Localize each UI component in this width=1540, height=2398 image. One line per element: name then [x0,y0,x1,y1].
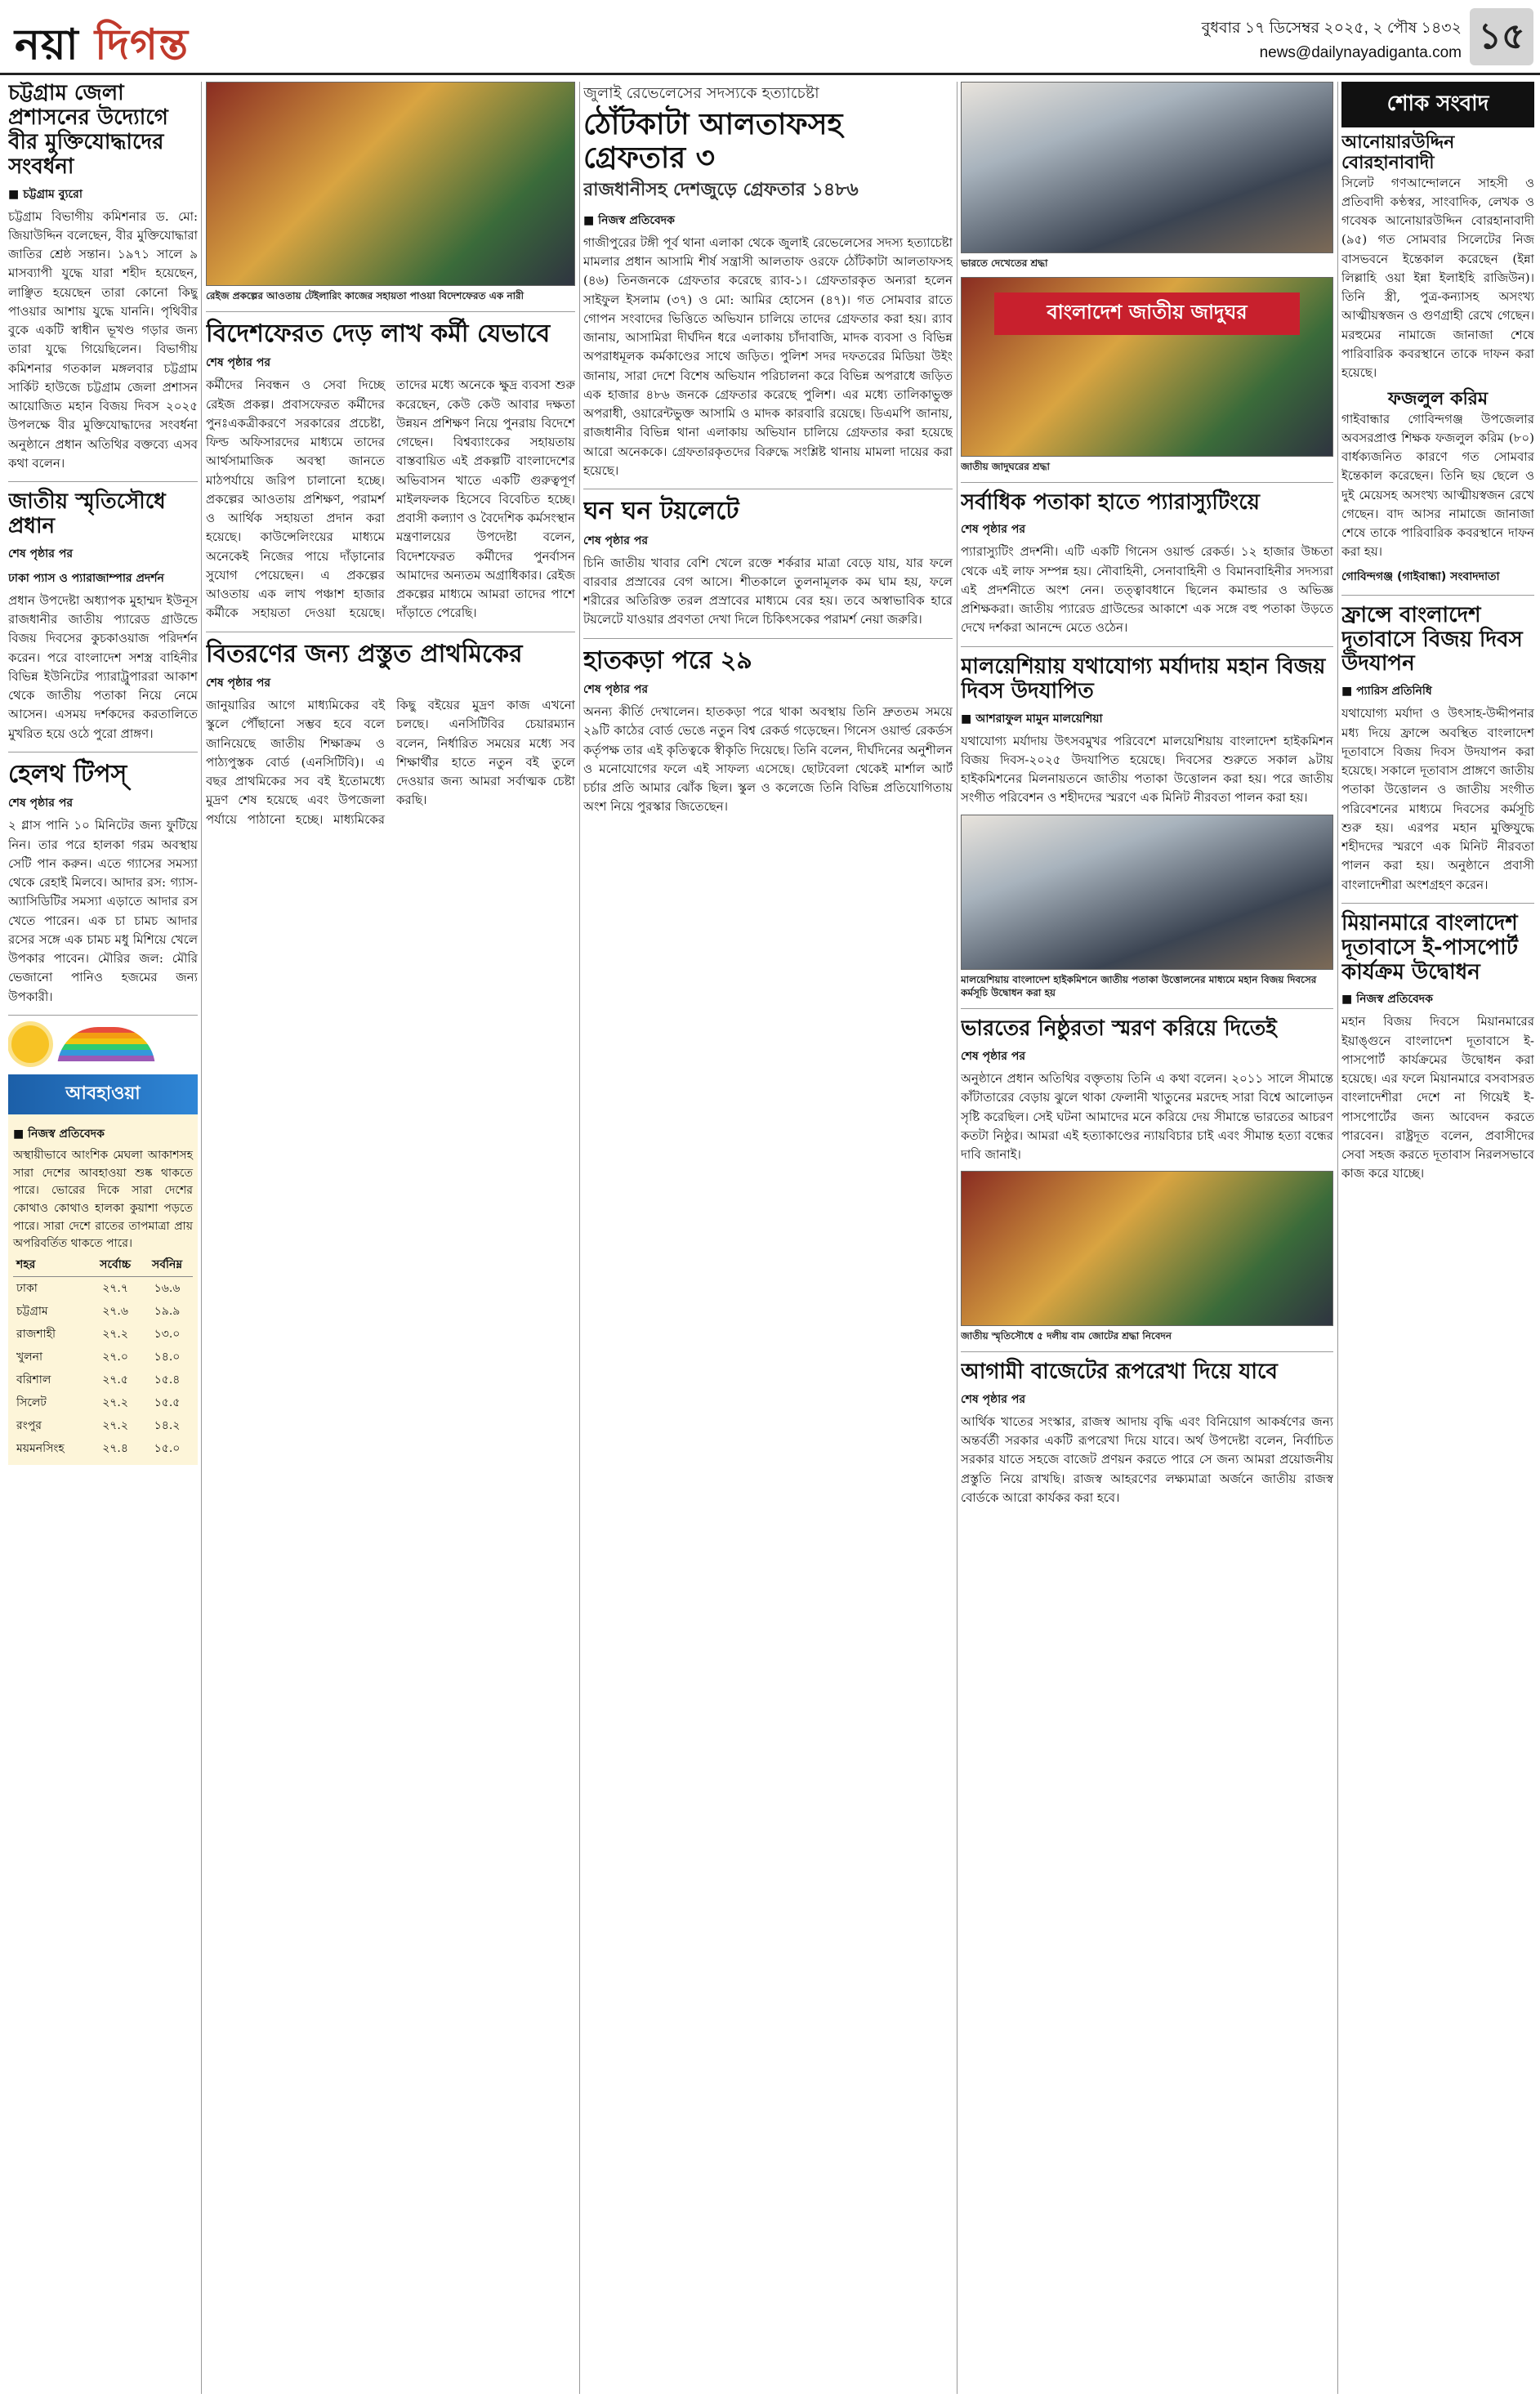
article-body: আর্থিক খাতের সংস্কার, রাজস্ব আদায় বৃদ্ধি এবং বিনিয়োগ আকর্ষণের জন্য অন্তর্বর্তী সরকার একটি রূপরেখা দিয়ে যাবে। অর্থ উপদেষ্টা বলেন, নির্বাচিত সরকার যাতে সহজে বাজেট প্রণয়ন করতে পারে সে জন্য আমরা প্রয়োজনীয় প্রস্তুতি নিয়ে রাখছি। রাজস্ব আহরণের লক্ষ্যমাত্রা অর্জনে জাতীয় রাজস্ব বোর্ডকে আরো কার্যকর করা হবে। [961,1413,1333,1505]
headline: ফ্রান্সে বাংলাদেশ দূতাবাসে বিজয় দিবস উদযাপন [1341,602,1523,677]
temperature-rows [13,1276,193,1460]
headline: বিতরণের জন্য প্রস্তুত প্রাথমিকের [206,639,523,668]
article-body: অনন্য কীর্তি দেখালেন। হাতকড়া পরে থাকা অবস্থায় তিনি দ্রুততম সময়ে ২৯টি কাঠের বোর্ড ভেঙে নতুন বিশ্ব রেকর্ড গড়েছেন। গিনেস ওয়ার্ল্ড রেকর্ডস কর্তৃপক্ষ তার এই কৃতিত্বকে স্বীকৃতি দিয়েছে। তিনি বলেন, দীর্ঘদিনের অনুশীলন ও মনোযোগের ফলে এই সাফল্য এসেছে। ছোটবেলা থেকেই মার্শাল আর্ট চর্চার প্রতি আমার ঝোঁক ছিল। স্কুল ও কলেজে তিনি বিভিন্ন প্রতিযোগিতায় অংশ নিয়ে পুরস্কার জিতেছেন। [583,704,953,815]
table-row [13,1323,193,1346]
byline: শেষ পৃষ্ঠার পর [8,797,74,810]
max-temp-cell: ২৭.২ [102,1395,128,1409]
kicker: জুলাই রেভেলেসের সদস্যকে হত্যাচেষ্টা [583,84,819,102]
byline: ■ আশরাফুল মামুন মালয়েশিয়া [961,712,1103,726]
column-rule [1337,82,1338,2394]
article-body: ২ গ্লাস পানি ১০ মিনিটের জন্য ফুটিয়ে নিন। তার পরে হালকা গরম অবস্থায় সেটি পান করুন। এতে গ্যাসের সমস্যা থেকে রেহাই মিলবে। আদার রস: গ্যাস-অ্যাসিডিটির সমস্যা এড়াতে আদার রস খেতে পারেন। এক চা চামচ আদার রসের সঙ্গে এক চামচ মধু মিশিয়ে খেলে উপকার পাবেন। মৌরির জল: মৌরি ভেজানো পানিও হজমের জন্য উপকারী। [8,818,198,1004]
max-temp-cell: ২৭.৭ [102,1281,128,1295]
column-header: শহর [13,1253,89,1277]
headline: জাতীয় স্মৃতিসৌধে প্রধান [8,489,166,538]
headline: আগামী বাজেটের রূপরেখা দিয়ে যাবে [961,1360,1278,1385]
city-cell: বরিশাল [16,1373,51,1387]
article-india[interactable] [961,1017,1333,1164]
article-budget[interactable] [961,1360,1333,1507]
headline: সর্বাধিক পতাকা হাতে প্যারাস্যুটিংয়ে [961,489,1260,515]
column-fourth [961,82,1333,1507]
byline: ■ নিজস্ব প্রতিবেদক [1341,993,1433,1007]
page-number: ১৫ [1470,8,1533,65]
city-cell: ময়মনসিংহ [16,1441,65,1455]
photo-caption: মালয়েশিয়ায় বাংলাদেশ হাইকমিশনে জাতীয় পতাকা উত্তোলনের মাধ্যমে মহান বিজয় দিবসের কর্মসূচি উদ্বোধন করা হয় [961,973,1317,999]
masthead [0,0,1540,75]
newspaper-logo[interactable] [15,11,189,83]
byline: ■ প্যারিস প্রতিনিধি [1341,685,1432,699]
byline: শেষ পৃষ্ঠার পর [583,534,649,547]
column-left [8,82,198,2394]
divider [961,1351,1333,1352]
min-temp-cell: ১৫.০ [154,1441,181,1455]
min-temp-cell: ১৫.৪ [154,1373,181,1387]
max-temp-cell: ২৭.৬ [102,1304,128,1318]
byline: ■ নিজস্ব প্রতিবেদক [13,1127,105,1141]
article-body: মহান বিজয় দিবসে মিয়ানমারের ইয়াঙ্গুনে বাংলাদেশ দূতাবাসে ই-পাসপোর্ট কার্যক্রমের উদ্বোধন করা হয়েছে। এর ফলে মিয়ানমারে বসবাসরত বাংলাদেশীরা দেশে না গিয়েই ই-পাসপোর্টের জন্য আবেদন করতে পারবেন। রাষ্ট্রদূত বলেন, প্রবাসীদের সেবা সহজ করতে দূতাবাস নিরলসভাবে কাজ করে যাচ্ছে। [1341,1014,1534,1181]
article-body: অনুষ্ঠানে প্রধান অতিথির বক্তৃতায় তিনি এ কথা বলেন। ২০১১ সালে সীমান্তে কাঁটাতারের বেড়ায় ঝুলে থাকা ফেলানী খাতুনের মরদেহ সারা বিশ্বে আলোড়ন সৃষ্টি করেছিল। সেই ঘটনা আমাদের মনে করিয়ে দেয় সীমান্তে ভারতের আচরণ কতটা নিষ্ঠুর। আমরা এই হত্যাকাণ্ডের ন্যায়বিচার চাই এবং সীমান্ত হত্যা বন্ধের দাবি জানাই। [961,1071,1333,1162]
article-myanmar[interactable] [1341,912,1534,1184]
divider [961,646,1333,647]
article-body: চট্টগ্রাম বিভাগীয় কমিশনার ড. মো: জিয়াউদ্দিন বলেছেন, বীর মুক্তিযোদ্ধারা জাতির শ্রেষ্ঠ সন্তান। ১৯৭১ সালে ৯ মাসব্যাপী যুদ্ধে যারা শহীদ হয়েছেন, লাঞ্ছিত হয়েছেন তারা কোনো কিছু পাওয়ার আশায় যুদ্ধে যাননি। পৃথিবীর বুকে একটি স্বাধীন ভূখণ্ড গড়ার জন্য তারা যুদ্ধে গিয়েছিলেন। বিভাগীয় কমিশনার গতকাল মঙ্গলবার চট্টগ্রাম সার্কিট হাউজে চট্টগ্রাম জেলা প্রশাসন আয়োজিত মহান বিজয় দিবস ২০২৫ উপলক্ষে বীর মুক্তিযোদ্ধাদের সংবর্ধনা অনুষ্ঠানে প্রধান অতিথির বক্তব্যে এসব কথা বলেন। [8,208,198,471]
min-temp-cell: ১৯.৯ [154,1304,181,1318]
table-row [13,1437,193,1460]
wreath-photo[interactable] [961,82,1333,253]
byline: শেষ পৃষ্ঠার পর [961,1050,1026,1063]
headline: মিয়ানমারে বাংলাদেশ দূতাবাসে ই-পাসপোর্ট কার্যক্রম উদ্বোধন [1341,910,1518,985]
issue-date: বুধবার ১৭ ডিসেম্বর ২০২৫, ২ পৌষ ১৪৩২ [1201,20,1462,37]
article-health-tips[interactable] [8,761,198,1007]
byline: ■ চট্টগ্রাম ব্যুরো [8,187,83,201]
column-third [583,82,953,817]
article-toilet[interactable] [583,498,953,630]
headline: বিদেশফেরত দেড় লাখ কর্মী যেভাবে [206,319,551,348]
table-row [13,1300,193,1323]
headline: হেলথ টিপস্ [8,759,127,788]
article-body: প্যারাস্যুটিং প্রদর্শনী। এটি একটি গিনেস ওয়ার্ল্ড রেকর্ড। ১২ হাজার উচ্চতা থেকে এই লাফ সম্পন্ন হয়। নৌবাহিনী, সেনাবাহিনী ও বিমানবাহিনীর সদস্যরা এই প্রদর্শনীতে অংশ নেন। তত্ত্বাবধানে ছিলেন কমান্ডার ও অভিজ্ঞ প্রশিক্ষকরা। জাতীয় প্যারেড গ্রাউন্ডের আকাশে এক সঙ্গে বহু পতাকা উড়তে দেখে দর্শকরা আনন্দে মেতে ওঠেন। [961,544,1333,636]
masthead-info [1202,16,1462,65]
sun-icon [11,1025,49,1063]
article-body: কর্মীদের নিবন্ধন ও সেবা দিচ্ছে রেইজ প্রকল্প। প্রবাসফেরত কর্মীদের পুনঃএকত্রীকরণে সরকারের প্রচেষ্টা, ফিল্ড অফিসারদের মাধ্যমে তাদের আর্থসামাজিক অবস্থা জানতে মাঠপর্যায়ে জরিপ চালানো হচ্ছে। প্রকল্পের আওতায় প্রশিক্ষণ, পরামর্শ ও আর্থিক সহায়তা প্রদান করা হয়েছে। কাউন্সেলিংয়ের মাধ্যমে অনেকেই নিজের পায়ে দাঁড়ানোর সুযোগ পেয়েছেন। এ প্রকল্পের আওতায় এক লাখ পঞ্চাশ হাজার কর্মীকে সহায়তা দেওয়া হয়েছে। তাদের মধ্যে অনেকে ক্ষুদ্র ব্যবসা শুরু করেছেন, কেউ কেউ আবার দক্ষতা উন্নয়ন প্রশিক্ষণ নিয়ে পুনরায় বিদেশে গেছেন। বিশ্বব্যাংকের সহায়তায় বাস্তবায়িত এই প্রকল্পটি বাংলাদেশের অভিবাসন খাতে একটি গুরুত্বপূর্ণ মাইলফলক হিসেবে বিবেচিত হচ্ছে। প্রবাসী কল্যাণ ও বৈদেশিক কর্মসংস্থান মন্ত্রণালয়ের উপদেষ্টা বলেন, বিদেশফেরত কর্মীদের পুনর্বাসন আমাদের অন্যতম অগ্রাধিকার। রেইজ প্রকল্পের মাধ্যমে আমরা তাদের পাশে দাঁড়াতে পেরেছি। [206,377,575,621]
headline: ঘন ঘন টয়লেটে [583,497,739,526]
city-cell: খুলনা [16,1350,43,1364]
max-temp-cell: ২৭.০ [102,1350,128,1364]
byline: শেষ পৃষ্ঠার পর [206,677,271,690]
temperature-table [13,1253,193,1460]
headline: ঠোঁটকাটা আলতাফসহ গ্রেফতার ৩ [583,108,843,176]
subhead: রাজধানীসহ দেশজুড়ে গ্রেফতার ১৪৮৬ [583,179,859,200]
divider [1341,595,1534,596]
weather-title: আবহাওয়া [8,1074,198,1114]
divider [961,1008,1333,1009]
weather-body [8,1114,198,1465]
column-rule [579,82,580,2394]
min-temp-cell: ১৪.০ [154,1350,181,1364]
article-body: জানুয়ারির আগে মাধ্যমিকের বই স্কুলে পৌঁছানো সম্ভব হবে বলে জানিয়েছে জাতীয় শিক্ষাক্রম ও পাঠ্যপুস্তক বোর্ড (এনসিটিবি)। এ বছর প্রাথমিকের সব বই ইতোমধ্যে মুদ্রণ শেষ হয়েছে এবং উপজেলা পর্যায়ে পাঠানো হচ্ছে। মাধ্যমিকের কিছু বইয়ের মুদ্রণ কাজ এখনো চলছে। এনসিটিবির চেয়ারম্যান বলেন, নির্ধারিত সময়ের মধ্যে সব শিক্ষার্থীর হাতে নতুন বই তুলে দেওয়ার জন্য আমরা সর্বাত্মক চেষ্টা করছি। [206,698,575,827]
column-header: সর্বনিম্ন [141,1253,193,1277]
max-temp-cell: ২৭.৪ [102,1441,128,1455]
divider [206,311,575,312]
headline: হাতকড়া পরে ২৯ [583,645,752,675]
photo-caption: জাতীয় স্মৃতিসৌধে ৫ দলীয় বাম জোটের শ্রদ্ধা নিবেদন [961,1330,1172,1342]
article-migrant-workers[interactable] [206,320,575,623]
logo-word-2: দিগন্ত [94,20,189,69]
correspondent-sign: গোবিন্দগঞ্জ (গাইবান্ধা) সংবাদদাতা [1341,569,1500,583]
divider [1341,903,1534,904]
divider [8,481,198,482]
article-france[interactable] [1341,604,1534,895]
city-cell: রংপুর [16,1418,42,1432]
weather-box [8,1024,198,1465]
site-email[interactable]: news@dailynayadiganta.com [1259,44,1462,61]
max-temp-cell: ২৭.৫ [102,1373,128,1387]
obituary-title: শোক সংবাদ [1341,82,1534,127]
article-body: চিনি জাতীয় খাবার বেশি খেলে রক্তে শর্করার মাত্রা বেড়ে যায়, যার ফলে বারবার প্রস্রাবের বেগ আসে। শীতকালে তুলনামূলক কম ঘাম হয়, ফলে শরীরের অতিরিক্ত তরল প্রস্রাবের মাধ্যমে বের হয়। তবে অস্বাভাবিক হারে টয়লেটে যাওয়ার প্রবণতা দেখা দিলে চিকিৎসকের পরামর্শ নেয়া জরুরি। [583,555,953,627]
logo-word-1: নয়া [15,20,79,69]
rainbow-icon [57,1027,155,1068]
obituary-box[interactable] [1341,82,1534,587]
article-body: প্রধান উপদেষ্টা অধ্যাপক মুহাম্মদ ইউনূস রাজধানীর জাতীয় প্যারেড গ্রাউন্ডে বিজয় দিবসের কুচকাওয়াজ পরিদর্শন করেন। পরে বাংলাদেশ সশস্ত্র বাহিনীর বিভিন্ন ইউনিটের প্যারাট্রুপাররা আকাশ থেকে জাতীয় পতাকা নিয়ে নেমে আসেন। এসময় দর্শকদের করতালিতে মুখরিত হয়ে ওঠে পুরো প্রাঙ্গণ। [8,592,198,741]
article-smritisoudh[interactable] [8,490,198,744]
headline: ফজলুল করিম [1387,389,1489,410]
min-temp-cell: ১৬.৬ [154,1281,181,1295]
subhead: ঢাকা প্যাস ও প্যারাজাম্পার প্রদর্শন [8,571,164,585]
table-row [13,1391,193,1414]
photo-caption: জাতীয় জাদুঘরের শ্রদ্ধা [961,460,1051,472]
max-temp-cell: ২৭.২ [102,1327,128,1341]
article-handcuff-record[interactable] [583,647,953,817]
min-temp-cell: ১৪.২ [154,1418,181,1432]
article-parachute-flags[interactable] [961,491,1333,638]
divider [961,482,1333,483]
byline: ■ নিজস্ব প্রতিবেদক [583,213,675,227]
article-body: যথাযোগ্য মর্যাদায় উৎসবমুখর পরিবেশে মালয়েশিয়ায় বাংলাদেশ হাইকমিশন বিজয় দিবস-২০২৫ উদযাপিত হয়েছে। দিবসের শুরুতে সকাল ৯টায় হাইকমিশনের মিলনায়তনে জাতীয় পতাকা উত্তোলন করা হয়। পরে জাতীয় সংগীত পরিবেশন ও শহীদদের স্মরণে এক মিনিট নীরবতা পালন করা হয়। [961,733,1333,806]
article-freedom-fighters[interactable] [8,82,198,473]
table-row [13,1369,193,1391]
byline: শেষ পৃষ্ঠার পর [583,683,649,697]
weather-graphic [8,1024,198,1069]
column-rule [201,82,202,2394]
city-cell: সিলেট [16,1395,47,1409]
malaysia-photo[interactable] [961,815,1333,970]
article-body: গাজীপুরের টঙ্গী পূর্ব থানা এলাকা থেকে জুলাই রেভেলেসের সদস্য হত্যাচেষ্টা মামলার প্রধান আসামি শীর্ষ সন্ত্রাসী আলতাফ ওরফে ঠোঁটকাটা আলতাফসহ (৪৬) তিনজনকে গ্রেফতার করেছে র‌্যাব-১। গ্রেফতারকৃত অন্যরা হলেন সাইফুল ইসলাম (৩৭) ও মো: আমির হোসেন (৪৭)। গত সোমবার রাতে গোপন সংবাদের ভিত্তিতে অভিযান চালিয়ে তাদের গ্রেফতার করা হয়। র‌্যাব জানায়, আসামিরা দীর্ঘদিন ধরে এলাকায় চাঁদাবাজি, মাদক ব্যবসা ও বিভিন্ন অপরাধমূলক কর্মকাণ্ডের সাথে জড়িত। পুলিশ সদর দফতরের মিডিয়া উইং জানায়, সারা দেশে বিশেষ অভিযান পরিচালনা করে বিভিন্ন অপরাধে জড়িত এক হাজার ৪৮৬ জনকে গ্রেফতার করেছে পুলিশ। এর মধ্যে তালিকাভুক্ত অপরাধী, ওয়ারেন্টভুক্ত আসামি ও মাদক কারবারি রয়েছে। ডিএমপি জানায়, রাজধানীর বিভিন্ন থানা এলাকায় অভিযান চালিয়ে গ্রেফতার করা হয়েছে আরো অনেককে। গ্রেফতারকৃতদের বিরুদ্ধে সংশ্লিষ্ট থানায় মামলা দায়ের করা হয়েছে। [583,234,953,478]
city-cell: চট্টগ্রাম [16,1304,48,1318]
article-body: যথাযোগ্য মর্যাদা ও উৎসাহ-উদ্দীপনার মধ্য দিয়ে ফ্রান্সে অবস্থিত বাংলাদেশ দূতাবাসে বিজয় দিবস উদযাপন করা হয়েছে। সকালে দূতাবাস প্রাঙ্গণে জাতীয় পতাকা উত্তোলন ও জাতীয় সংগীত পরিবেশনের মাধ্যমে দিবসের কর্মসূচি শুরু হয়। এরপর মহান মুক্তিযুদ্ধে শহীদদের স্মরণে এক মিনিট নীরবতা পালন করা হয়। অনুষ্ঠানে প্রবাসী বাংলাদেশীরা অংশগ্রহণ করেন। [1341,706,1534,892]
divider [8,1015,198,1016]
headline: মালয়েশিয়ায় যথাযোগ্য মর্যাদায় মহান বিজয় দিবস উদযাপিত [961,654,1326,703]
photo-caption: ভারতে দেখেতের শ্রদ্ধা [961,257,1048,269]
column-second [206,82,575,829]
table-header-row [13,1253,193,1277]
museum-photo[interactable] [961,277,1333,457]
byline: শেষ পৃষ্ঠার পর [961,1392,1026,1406]
city-cell: রাজশাহী [16,1327,56,1341]
headline: চট্টগ্রাম জেলা প্রশাসনের উদ্যোগে বীর মুক্তিযোদ্ধাদের সংবর্ধনা [8,82,168,179]
city-cell: ঢাকা [16,1281,38,1295]
divider [583,638,953,639]
weather-forecast: অস্থায়ীভাবে আংশিক মেঘলা আকাশসহ সারা দেশের আবহাওয়া শুষ্ক থাকতে পারে। ভোরের দিকে সারা দেশের কোথাও কোথাও হালকা কুয়াশা পড়তে পারে। সারা দেশে রাতের তাপমাত্রা প্রায় অপরিবর্তিত থাকতে পারে। [13,1148,193,1251]
photo-caption: রেইজ প্রকল্পের আওতায় টেইলারিং কাজের সহায়তা পাওয়া বিদেশফেরত এক নারী [206,290,524,301]
max-temp-cell: ২৭.২ [102,1418,128,1432]
byline: শেষ পৃষ্ঠার পর [8,547,74,560]
left-alliance-photo[interactable] [961,1171,1333,1326]
article-body: সিলেট গণআন্দোলনে সাহসী ও প্রতিবাদী কণ্ঠস্বর, সাংবাদিক, লেখক ও গবেষক আনোয়ারউদ্দিন বোরহানাবাদী (৯৫) গত সোমবার সিলেটের নিজ বাসভবনে ইন্তেকাল করেছেন (ইন্না লিল্লাহি ওয়া ইন্না ইলাইহি রাজিউন)। তিনি স্ত্রী, পুত্র-কন্যাসহ অসংখ্য আত্মীয়স্বজন ও গুণগ্রাহী রেখে গেছেন। মরহুমের নামাজে জানাজা শেষে পারিবারিক কবরস্থানে তাকে দাফন করা হয়েছে। [1341,175,1534,381]
byline: শেষ পৃষ্ঠার পর [961,523,1026,537]
museum-banner: বাংলাদেশ জাতীয় জাদুঘর [994,292,1300,335]
min-temp-cell: ১৫.৫ [154,1395,181,1409]
tailoring-photo[interactable] [206,82,575,286]
min-temp-cell: ১৩.০ [154,1327,181,1341]
byline: শেষ পৃষ্ঠার পর [206,356,271,370]
table-row [13,1414,193,1437]
column-header: সর্বোচ্চ [89,1253,141,1277]
headline: ভারতের নিষ্ঠুরতা স্মরণ করিয়ে দিতেই [961,1016,1277,1042]
table-row [13,1276,193,1300]
article-textbooks[interactable] [206,641,575,829]
article-arrest[interactable] [583,82,953,480]
article-body: গাইবান্ধার গোবিন্দগঞ্জ উপজেলার অবসরপ্রাপ্ত শিক্ষক ফজলুল করিম (৮০) বার্ধক্যজনিত কারণে গত সোমবার ইন্তেকাল করেছেন। তিনি ছয় ছেলে ও দুই মেয়েসহ অসংখ্য আত্মীয়স্বজন রেখে গেছেন। বাদ আসর নামাজে জানাজা শেষে তাকে পারিবারিক কবরস্থানে দাফন করা হয়। [1341,411,1534,560]
column-right [1341,82,1534,2394]
article-malaysia[interactable] [961,655,1333,808]
table-row [13,1346,193,1369]
headline: আনোয়ারউদ্দিন বোরহানাবাদী [1341,132,1455,174]
